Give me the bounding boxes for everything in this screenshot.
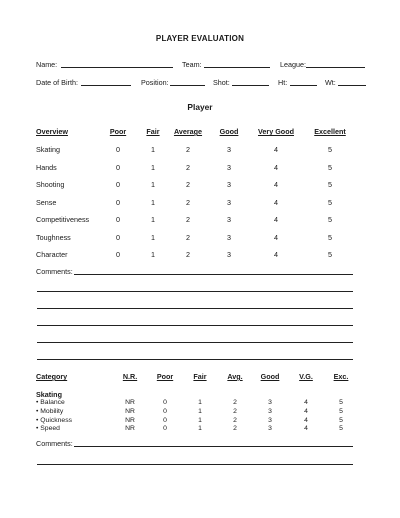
rating-option[interactable]: 4 bbox=[274, 250, 278, 259]
section-title: Player bbox=[187, 102, 213, 112]
rating-option[interactable]: 3 bbox=[227, 145, 231, 154]
name-field[interactable] bbox=[61, 67, 173, 68]
rating-option[interactable]: 0 bbox=[116, 215, 120, 224]
rating-option[interactable]: NR bbox=[125, 399, 135, 406]
rating-option[interactable]: 0 bbox=[163, 416, 167, 424]
rating-option[interactable]: 3 bbox=[227, 250, 231, 259]
skill-label: • Balance bbox=[36, 399, 65, 406]
rating-option[interactable]: 0 bbox=[116, 180, 120, 189]
poor-header: Poor bbox=[109, 127, 127, 136]
rating-option[interactable]: 5 bbox=[328, 162, 332, 172]
rating-option[interactable]: 1 bbox=[198, 399, 202, 406]
rating-option[interactable]: 3 bbox=[268, 425, 272, 433]
skill-label: • Quickness bbox=[36, 416, 72, 424]
rating-option[interactable]: 1 bbox=[198, 416, 202, 424]
rating-option[interactable]: NR bbox=[125, 416, 135, 424]
rating-option[interactable]: 1 bbox=[151, 250, 155, 259]
comments-line[interactable] bbox=[37, 325, 353, 326]
rating-option[interactable]: 3 bbox=[227, 197, 231, 207]
comments-label: Comments: bbox=[36, 439, 73, 448]
team-field[interactable] bbox=[204, 67, 270, 68]
fair-header: Fair bbox=[146, 127, 160, 136]
rating-option[interactable]: 4 bbox=[274, 215, 278, 224]
rating-option[interactable]: 3 bbox=[268, 399, 272, 406]
comments-line[interactable] bbox=[37, 291, 353, 292]
criterion-label: Competitiveness bbox=[36, 215, 90, 224]
rating-option[interactable]: 4 bbox=[304, 416, 308, 424]
avg-header: Avg. bbox=[227, 372, 243, 381]
rating-option[interactable]: 5 bbox=[328, 215, 332, 224]
skill-label: • Mobility bbox=[36, 407, 64, 415]
league-field[interactable] bbox=[306, 67, 365, 68]
rating-option[interactable]: 2 bbox=[233, 425, 237, 433]
rating-option[interactable]: 3 bbox=[227, 180, 231, 189]
rating-option[interactable]: 5 bbox=[328, 180, 332, 189]
rating-option[interactable]: 2 bbox=[186, 145, 190, 154]
page-title: PLAYER EVALUATION bbox=[155, 34, 245, 43]
good-header: Good bbox=[260, 372, 280, 381]
rating-option[interactable]: 2 bbox=[233, 399, 237, 406]
rating-option[interactable]: 5 bbox=[328, 197, 332, 207]
criterion-label: Hands bbox=[36, 162, 57, 172]
comments-line[interactable] bbox=[74, 446, 353, 447]
rating-option[interactable]: 4 bbox=[274, 180, 278, 189]
rating-option[interactable]: 4 bbox=[274, 162, 278, 172]
rating-option[interactable]: 0 bbox=[163, 399, 167, 406]
rating-option[interactable]: 4 bbox=[274, 232, 278, 242]
rating-option[interactable]: 1 bbox=[151, 215, 155, 224]
comments-line[interactable] bbox=[37, 464, 353, 465]
excellent-header: Excellent bbox=[314, 127, 346, 136]
skill-label: • Speed bbox=[36, 425, 60, 433]
comments-line[interactable] bbox=[37, 342, 353, 343]
exc-header: Exc. bbox=[333, 372, 349, 381]
rating-option[interactable]: 5 bbox=[339, 407, 343, 415]
rating-option[interactable]: 1 bbox=[198, 425, 202, 433]
league-label: League: bbox=[280, 60, 306, 69]
rating-option[interactable]: 4 bbox=[274, 145, 278, 154]
position-field[interactable] bbox=[170, 85, 205, 86]
criterion-label: Toughness bbox=[36, 232, 71, 242]
rating-option[interactable]: NR bbox=[125, 425, 135, 433]
criterion-label: Sense bbox=[36, 197, 57, 207]
rating-option[interactable]: 3 bbox=[227, 162, 231, 172]
rating-option[interactable]: 1 bbox=[151, 232, 155, 242]
rating-option[interactable]: 5 bbox=[339, 399, 343, 406]
criterion-label: Character bbox=[36, 250, 68, 259]
rating-option[interactable]: 3 bbox=[227, 232, 231, 242]
rating-option[interactable]: 4 bbox=[304, 425, 308, 433]
average-header: Average bbox=[173, 127, 203, 136]
rating-option[interactable]: 2 bbox=[186, 162, 190, 172]
rating-option[interactable]: 2 bbox=[186, 250, 190, 259]
rating-option[interactable]: 2 bbox=[233, 416, 237, 424]
comments-line[interactable] bbox=[37, 308, 353, 309]
rating-option[interactable]: 2 bbox=[186, 232, 190, 242]
position-label: Position: bbox=[141, 78, 169, 87]
rating-option[interactable]: 5 bbox=[328, 145, 332, 154]
rating-option[interactable]: 1 bbox=[198, 407, 202, 415]
rating-option[interactable]: NR bbox=[125, 407, 135, 415]
rating-option[interactable]: 2 bbox=[186, 215, 190, 224]
rating-option[interactable]: 1 bbox=[151, 197, 155, 207]
rating-option[interactable]: 0 bbox=[116, 250, 120, 259]
shot-label: Shot: bbox=[213, 78, 230, 87]
vg-header: V.G. bbox=[299, 372, 313, 381]
rating-option[interactable]: 2 bbox=[186, 180, 190, 189]
rating-option[interactable]: 0 bbox=[116, 145, 120, 154]
comments-line[interactable] bbox=[37, 359, 353, 360]
criterion-label: Skating bbox=[36, 145, 60, 154]
rating-option[interactable]: 0 bbox=[116, 162, 120, 172]
rating-option[interactable]: 5 bbox=[328, 250, 332, 259]
rating-option[interactable]: 0 bbox=[116, 197, 120, 207]
rating-option[interactable]: 0 bbox=[163, 425, 167, 433]
very-good-header: Very Good bbox=[258, 127, 294, 136]
ht-label: Ht: bbox=[278, 78, 288, 87]
rating-option[interactable]: 2 bbox=[233, 407, 237, 415]
dob-field[interactable] bbox=[81, 85, 131, 86]
criterion-label: Shooting bbox=[36, 180, 65, 189]
rating-option[interactable]: 0 bbox=[116, 232, 120, 242]
wt-field[interactable] bbox=[338, 85, 366, 86]
name-label: Name: bbox=[36, 60, 58, 69]
rating-option[interactable]: 3 bbox=[268, 407, 272, 415]
rating-option[interactable]: 3 bbox=[227, 215, 231, 224]
rating-option[interactable]: 0 bbox=[163, 407, 167, 415]
rating-option[interactable]: 4 bbox=[304, 407, 308, 415]
wt-label: Wt: bbox=[325, 78, 336, 87]
overview-header: Overview bbox=[36, 127, 68, 136]
dob-label: Date of Birth: bbox=[36, 78, 78, 87]
rating-option[interactable]: 5 bbox=[339, 416, 343, 424]
rating-option[interactable]: 1 bbox=[151, 180, 155, 189]
rating-option[interactable]: 2 bbox=[186, 197, 190, 207]
rating-option[interactable]: 3 bbox=[268, 416, 272, 424]
nr-header: N.R. bbox=[122, 372, 138, 381]
team-label: Team: bbox=[182, 60, 202, 69]
rating-option[interactable]: 4 bbox=[274, 197, 278, 207]
fair-header: Fair bbox=[193, 372, 207, 381]
rating-option[interactable]: 5 bbox=[328, 232, 332, 242]
category-header: Category bbox=[36, 372, 68, 381]
comments-label: Comments: bbox=[36, 267, 73, 276]
good-header: Good bbox=[219, 127, 239, 136]
rating-option[interactable]: 4 bbox=[304, 399, 308, 406]
rating-option[interactable]: 1 bbox=[151, 162, 155, 172]
poor-header: Poor bbox=[156, 372, 174, 381]
rating-option[interactable]: 1 bbox=[151, 145, 155, 154]
shot-field[interactable] bbox=[232, 85, 269, 86]
comments-line[interactable] bbox=[74, 274, 353, 275]
rating-option[interactable]: 5 bbox=[339, 425, 343, 433]
ht-field[interactable] bbox=[290, 85, 317, 86]
skating-group-label: Skating bbox=[36, 390, 62, 399]
